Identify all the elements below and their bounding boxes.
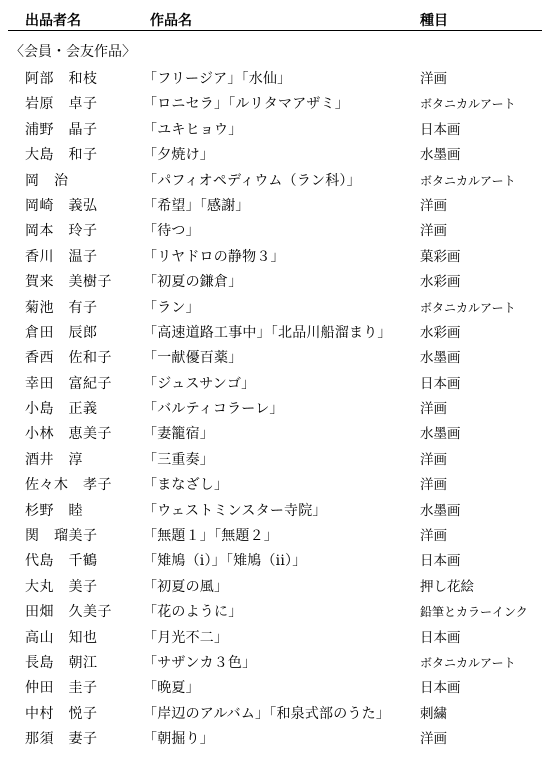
work-title: 「ウェストミンスター寺院」: [143, 502, 327, 519]
list-item: [0, 296, 550, 321]
art-category: 鉛筆とカラーインク: [420, 605, 528, 620]
art-category: 洋画: [420, 197, 447, 214]
work-title: 「高速道路工事中」「北品川船溜まり」: [143, 324, 392, 341]
art-category: 水墨画: [420, 147, 461, 164]
exhibitor-name: 岩原 卓子: [25, 96, 98, 113]
exhibitor-name: 阿部 和枝: [25, 71, 98, 87]
list-item: [0, 245, 550, 270]
art-category: ボタニカルアート: [420, 655, 516, 670]
exhibitor-name: 仲田 圭子: [25, 680, 98, 697]
work-title: 「まなざし」: [143, 477, 229, 494]
art-category: 洋画: [420, 528, 447, 545]
art-category: 洋画: [420, 451, 447, 468]
work-title: 「待つ」: [143, 223, 200, 240]
art-category: ボタニカルアート: [420, 300, 516, 315]
exhibitor-name: 大丸 美子: [25, 578, 98, 595]
art-category: 押し花絵: [420, 578, 474, 595]
art-category: 日本画: [420, 553, 461, 570]
art-category: 日本画: [420, 680, 461, 697]
list-item: [0, 67, 550, 92]
exhibitor-name: 長島 朝江: [25, 654, 98, 671]
list-item: [0, 702, 550, 727]
exhibitor-name: 小島 正義: [25, 401, 98, 418]
work-title: 「無題１」「無題２」: [143, 528, 278, 545]
art-category: 日本画: [420, 121, 461, 138]
work-title: 「リヤドロの静物３」: [143, 248, 285, 265]
exhibitor-name: 岡崎 義弘: [25, 197, 98, 214]
list-item: [0, 448, 550, 473]
list-item: [0, 473, 550, 498]
art-category: ボタニカルアート: [420, 173, 516, 188]
work-title: 「サザンカ３色」: [143, 654, 257, 671]
work-title: 「パフィオペディウム（ラン科）」: [143, 172, 361, 189]
list-item: [0, 92, 550, 117]
exhibitor-name: 代島 千鶴: [25, 553, 98, 570]
list-item: [0, 499, 550, 524]
art-category: 洋画: [420, 71, 447, 87]
table-header: [0, 6, 550, 32]
list-item: [0, 169, 550, 194]
list-item: [0, 676, 550, 701]
work-title: 「フリージア」「水仙」: [143, 71, 292, 87]
art-category: 菓彩画: [420, 248, 461, 265]
work-title: 「雉鳩（i）」「雉鳩（ii）」: [143, 553, 307, 570]
exhibitor-name: 小林 恵美子: [25, 426, 112, 443]
section-title: 〈会員・会友作品〉: [10, 44, 136, 60]
art-category: 水墨画: [420, 426, 461, 443]
exhibitor-name: 杉野 睦: [25, 502, 83, 519]
work-title: 「ラン」: [143, 299, 200, 316]
header-category: 種目: [420, 13, 448, 29]
work-title: 「花のように」: [143, 604, 243, 621]
list-item: [0, 600, 550, 625]
list-item: [0, 219, 550, 244]
work-title: 「岸辺のアルバム」「和泉式部のうた」: [143, 705, 391, 722]
exhibitor-name: 田畑 久美子: [25, 604, 112, 621]
art-category: 洋画: [420, 477, 447, 494]
exhibitor-name: 賀来 美樹子: [25, 274, 112, 291]
list-item: [0, 549, 550, 574]
list-item: [0, 372, 550, 397]
art-category: 日本画: [420, 629, 461, 646]
work-title: 「一献優百薬」: [143, 350, 243, 367]
list-item: [0, 575, 550, 600]
list-item: [0, 626, 550, 651]
exhibitor-name: 香川 温子: [25, 248, 98, 265]
work-title: 「夕焼け」: [143, 147, 214, 164]
exhibitor-name: 関 瑠美子: [25, 528, 98, 545]
art-category: ボタニカルアート: [420, 97, 516, 112]
exhibitor-name: 岡本 玲子: [25, 223, 98, 240]
exhibitor-name: 佐々木 孝子: [25, 477, 112, 494]
exhibitor-name: 岡 治: [25, 172, 69, 189]
exhibitor-name: 浦野 晶子: [25, 121, 98, 138]
entry-list: [0, 67, 550, 753]
list-item: [0, 727, 550, 752]
list-item: [0, 651, 550, 676]
list-item: [0, 524, 550, 549]
list-item: [0, 397, 550, 422]
exhibitor-name: 那須 妻子: [25, 731, 98, 748]
exhibitor-name: 幸田 富紀子: [25, 375, 112, 392]
art-category: 水墨画: [420, 350, 461, 367]
list-item: [0, 118, 550, 143]
work-title: 「初夏の風」: [143, 578, 229, 595]
list-item: [0, 194, 550, 219]
list-item: [0, 346, 550, 371]
art-category: 日本画: [420, 375, 461, 392]
work-title: 「三重奏」: [143, 451, 214, 468]
exhibitor-name: 酒井 淳: [25, 451, 83, 468]
header-work-title: 作品名: [150, 13, 192, 29]
exhibitor-name: 高山 知也: [25, 629, 98, 646]
art-category: 洋画: [420, 223, 447, 240]
art-category: 洋画: [420, 401, 447, 418]
art-category: 洋画: [420, 731, 447, 748]
work-title: 「ロニセラ」「ルリタマアザミ」: [143, 96, 349, 113]
art-category: 刺繍: [420, 705, 447, 722]
header-exhibitor: 出品者名: [25, 13, 81, 29]
header-divider: [8, 30, 542, 31]
art-category: 水墨画: [420, 502, 461, 519]
work-title: 「ユキヒョウ」: [143, 121, 243, 138]
art-category: 水彩画: [420, 274, 461, 291]
list-item: [0, 143, 550, 168]
exhibitor-name: 香西 佐和子: [25, 350, 112, 367]
list-item: [0, 321, 550, 346]
work-title: 「妻籠宿」: [143, 426, 214, 443]
exhibitor-name: 中村 悦子: [25, 705, 98, 722]
work-title: 「月光不二」: [143, 629, 229, 646]
work-title: 「バルティコラーレ」: [143, 401, 284, 418]
art-category: 水彩画: [420, 324, 461, 341]
list-item: [0, 270, 550, 295]
work-title: 「朝掘り」: [143, 731, 214, 748]
work-title: 「ジュスサンゴ」: [143, 375, 256, 392]
work-title: 「晩夏」: [143, 680, 200, 697]
list-item: [0, 422, 550, 447]
exhibitor-name: 倉田 辰郎: [25, 324, 98, 341]
exhibitor-name: 菊池 有子: [25, 299, 98, 316]
exhibitor-name: 大島 和子: [25, 147, 98, 164]
work-title: 「初夏の鎌倉」: [143, 274, 243, 291]
work-title: 「希望」「感謝」: [143, 197, 250, 214]
